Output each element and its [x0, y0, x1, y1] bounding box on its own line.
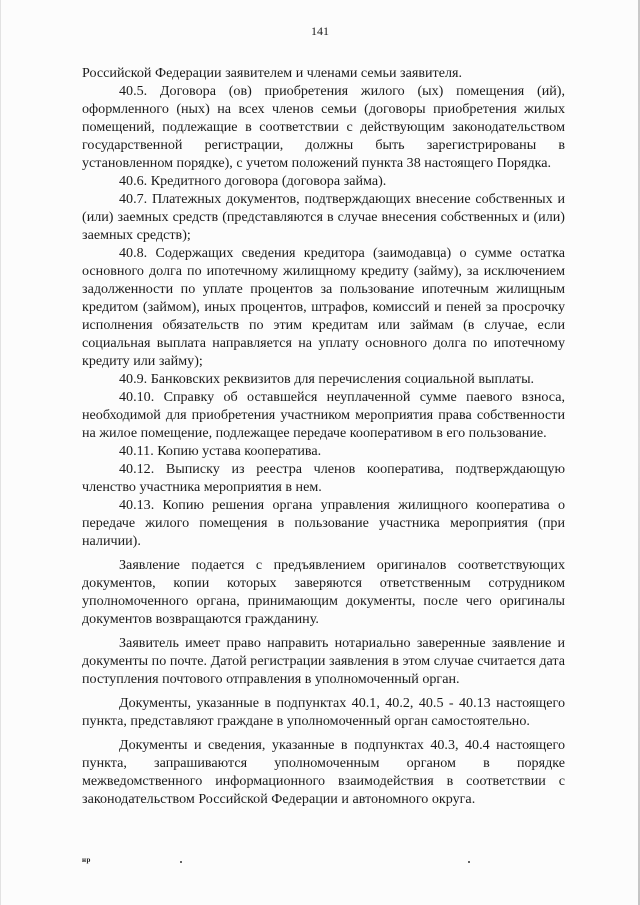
- paragraph: 40.9. Банковских реквизитов для перечисления социальной выплаты.: [119, 371, 535, 387]
- paragraph: 40.7. Платежных документов, подтверждающих внесение собственных и (или) заемных средств (представляются в случае внесения собственных и (или) заемных средств);: [82, 191, 565, 243]
- paragraph: 40.8. Содержащих сведения кредитора (заимодавца) о сумме остатка основного долга по ипотечному жилищному кредиту (займу), за исключением задолженности по уплате процентов за пользование ипотечным жилищным кредитом (займом), иных процентов, штрафов, комиссий и пеней за просрочку исполнения обязательств по этим кредитам или займам (в случае, если социальная выплата направляется на уплату основного долга по ипотечному кредиту или займу);: [82, 245, 565, 369]
- paragraph: 40.10. Справку об оставшейся неуплаченной сумме паевого взноса, необходимой для приобретения участником мероприятия права собственности на жилое помещение, подлежащее передаче кооперативом в его пользование.: [82, 389, 565, 441]
- paragraph: 40.6. Кредитного договора (договора займа).: [119, 173, 387, 189]
- paragraph: 40.5. Договора (ов) приобретения жилого (ых) помещения (ий), оформленного (ных) на всех членов семьи (договоры приобретения жилых помещений, подлежащие в соответствии с действующим законодательством государственной регистрации, должны быть зарегистрированы в установленном порядке), с учетом положений пункта 38 настоящего Порядка.: [82, 83, 565, 171]
- paragraph: Документы, указанные в подпунктах 40.1, 40.2, 40.5 - 40.13 настоящего пункта, представляют граждане в уполномоченный орган самостоятельно.: [82, 695, 565, 729]
- page-edge-left: [0, 0, 1, 905]
- paragraph: Заявление подается с предъявлением оригиналов соответствующих документов, копии которых заверяются ответственным сотрудником уполномоченного органа, принимающим документы, после чего оригиналы документов возвращаются гражданину.: [82, 557, 565, 627]
- paragraph: Российской Федерации заявителем и членами семьи заявителя.: [82, 65, 462, 81]
- page-number: 141: [311, 24, 329, 38]
- document-body: [82, 64, 565, 808]
- paragraph: 40.12. Выписку из реестра членов кооператива, подтверждающую членство участника мероприятия в нем.: [82, 461, 565, 495]
- paragraph: 40.11. Копию устава кооператива.: [119, 443, 322, 459]
- footer-mark: нр: [82, 856, 91, 864]
- paragraph: Заявитель имеет право направить нотариально заверенные заявление и документы по почте. Датой регистрации заявления в этом случае считается дата поступления почтового отправления в уполномоченный орган.: [82, 635, 565, 687]
- paragraph: 40.13. Копию решения органа управления жилищного кооператива о передаче жилого помещения в пользование участника мероприятия (при наличии).: [82, 497, 565, 549]
- scan-dot: [468, 861, 470, 863]
- paragraph: Документы и сведения, указанные в подпунктах 40.3, 40.4 настоящего пункта, запрашиваются уполномоченным органом в порядке межведомственного информационного взаимодействия в соответствии с законодательством Российской Федерации и автономного округа.: [82, 737, 565, 807]
- scan-dot: [180, 861, 182, 863]
